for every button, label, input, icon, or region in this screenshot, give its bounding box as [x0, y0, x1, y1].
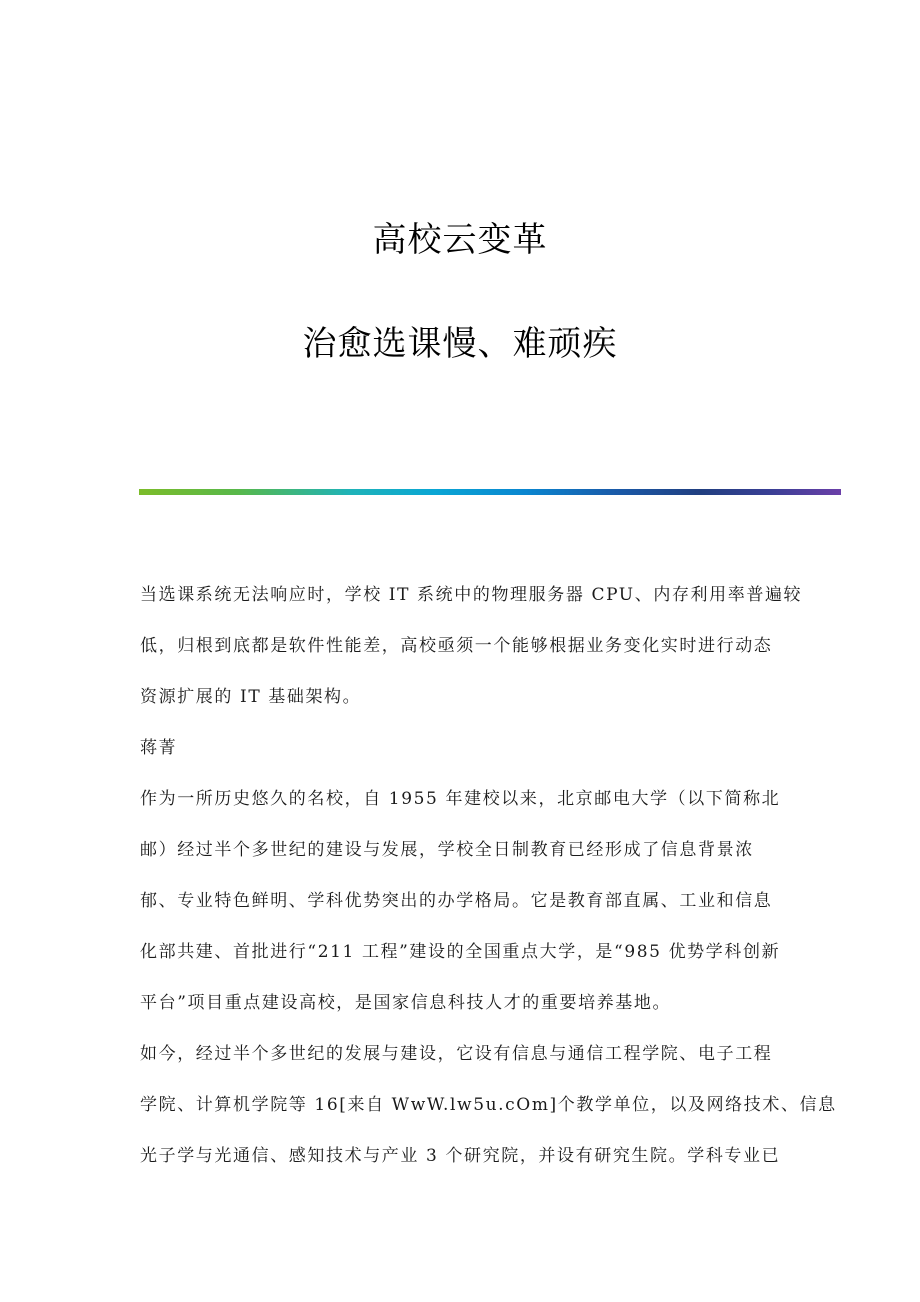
document-title-line-2: 治愈选课慢、难顽疾: [302, 324, 618, 364]
text-line: 平台”项目重点建设高校，是国家信息科技人才的重要培养基地。: [140, 993, 672, 1013]
text-line: 光子学与光通信、感知技术与产业 3 个研究院，并设有研究生院。学科专业已: [140, 1146, 781, 1166]
text-line: 化部共建、首批进行“211 工程”建设的全国重点大学，是“985 优势学科创新: [140, 942, 781, 962]
text-line: 低，归根到底都是软件性能差，高校亟须一个能够根据业务变化实时进行动态: [140, 636, 773, 656]
text-line: 作为一所历史悠久的名校，自 1955 年建校以来，北京邮电大学（以下简称北: [140, 789, 781, 809]
article-body: [140, 570, 837, 1182]
text-line: 资源扩展的 IT 基础架构。: [140, 687, 362, 707]
gradient-divider: [139, 489, 841, 495]
text-line: 郁、专业特色鲜明、学科优势突出的办学格局。它是教育部直属、工业和信息: [140, 891, 773, 911]
intro-paragraph: [140, 570, 803, 723]
text-line: 当选课系统无法响应时，学校 IT 系统中的物理服务器 CPU、内存利用率普遍较: [140, 585, 803, 605]
author-byline: [140, 723, 780, 774]
author-name: 蒋菁: [140, 738, 178, 758]
text-line: 邮）经过半个多世纪的建设与发展，学校全日制教育已经形成了信息背景浓: [140, 840, 754, 860]
text-line: 学院、计算机学院等 16[来自 WwW.lw5u.cOm]个教学单位，以及网络技术、信息: [140, 1095, 837, 1115]
document-title-line-1: 高校云变革: [372, 220, 548, 260]
text-line: 如今，经过半个多世纪的发展与建设，它设有信息与通信工程学院、电子工程: [140, 1044, 773, 1064]
body-paragraph-1: [140, 774, 780, 1029]
body-paragraph-2: [140, 1029, 837, 1182]
